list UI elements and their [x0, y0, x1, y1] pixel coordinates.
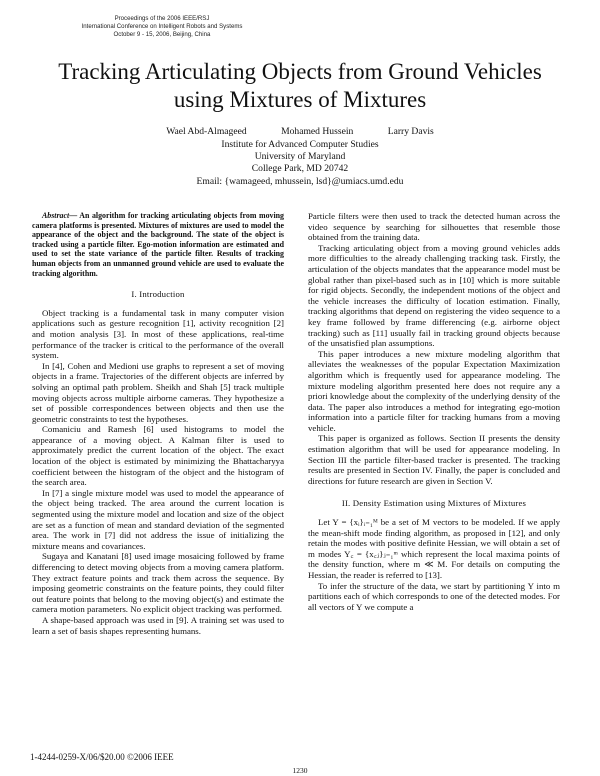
- paragraph: Comaniciu and Ramesh [6] used histograms to model the appearance of a moving object. A Kalman filter is used to approximately predict the current location of the object. The exact location of the object is estimated by minimizing the Bhattacharyya coefficient between the histogram of the object and the histogram of the search area.: [32, 424, 284, 488]
- paragraph: Particle filters were then used to track the detected human across the video sequence by searching for silhouettes that resemble those obtained from the training data.: [308, 211, 560, 243]
- page-number: 1230: [292, 766, 308, 775]
- paragraph: This paper introduces a new mixture modeling algorithm that alleviates the weaknesses of the popular Expectation Maximization algorithm which is frequently used for appearance modeling. The mixture modeling algorithm presented here does not require any a priori knowledge about the complexity of the underlying density of the data. The paper also introduces a method for integrating ego-motion information into a particle filter for tracking humans from a moving vehicle.: [308, 348, 560, 433]
- section-heading-density-estimation: II. Density Estimation using Mixtures of Mixtures: [341, 498, 527, 509]
- email: Email: {wamageed, mhussein, lsd}@umiacs.umd.edu: [196, 175, 404, 187]
- copyright-notice: 1-4244-0259-X/06/$20.00 ©2006 IEEE: [30, 752, 174, 762]
- title-line-2: using Mixtures of Mixtures: [173, 87, 427, 112]
- author-name: Larry Davis: [387, 126, 434, 137]
- paragraph: A shape-based approach was used in [9]. A training set was used to learn a set of basis shapes representing humans.: [32, 614, 284, 636]
- proceedings-line-2: International Conference on Intelligent Robots and Systems: [81, 23, 243, 31]
- proceedings-line-3: October 9 - 15, 2006, Beijing, China: [113, 31, 211, 39]
- section-heading-introduction: I. Introduction: [131, 289, 185, 300]
- university: University of Maryland: [254, 151, 346, 163]
- abstract-label: Abstract: [42, 211, 70, 220]
- proceedings-header: [66, 15, 258, 40]
- paragraph: Tracking articulating object from a moving ground vehicles adds more difficulties to the already challenging tracking task. Firstly, the articulation of the objects mandates that the appearance model must be global rather than pixel-based such as in [10] which is more suitable for rigid objects. Secondly, the independent motions of the object and the vehicle increases the difficulty of location estimation. Finally, tracking algorithms that depend on registering the video sequence to a key frame followed by frame differencing (e.g. airborne object tracking) such as [11] usually fail in tracking ground objects because of the unsatisfied plan assumptions.: [308, 242, 560, 349]
- right-column: [308, 211, 560, 612]
- institute: Institute for Advanced Computer Studies: [221, 139, 379, 150]
- left-column: [32, 211, 284, 636]
- abstract-text: — An algorithm for tracking articulating objects from moving camera platforms is presented. Mixtures of mixtures are used to model the appearance of the object and the background. The state of the object is tracked using a particle filter. Ego-motion information are estimated and used to set the state variance of the particle filter. Results of tracking human objects from an unmanned ground vehicle are used to evaluate the tracking algorithm.: [32, 211, 284, 278]
- author-name: Mohamed Hussein: [281, 126, 354, 137]
- paper-title: [20, 58, 580, 114]
- author-name: Wael Abd-Almageed: [166, 126, 247, 137]
- paragraph: This paper is organized as follows. Section II presents the density estimation algorithm that will be used for appearance modeling. In Section III the particle filter-based tracker is presented. The tracking results are presented in Section IV. Finally, the paper is concluded and directions for future research are given in Section V.: [308, 433, 560, 486]
- author-list: [0, 126, 600, 137]
- paragraph: Let Y = {xᵢ}ᵢ₌₁ᴹ be a set of M vectors to be modeled. If we apply the mean-shift mode finding algorithm, as proposed in [12], and only retain the modes with positive definite Hessian, we will obtain a set of m modes Y꜀ = {x꜀ⱼ}ⱼ₌₁ᵐ which represent the local maxima points of the density function, where m ≪ M. For details on computing the Hessian, the reader is referred to [13].: [308, 517, 560, 580]
- paragraph: To infer the structure of the data, we start by partitioning Y into m partitions each of which corresponds to one of the detected modes. For all vectors of Y we compute a: [308, 580, 560, 612]
- affiliation: [0, 139, 600, 188]
- paragraph: In [7] a single mixture model was used to model the appearance of the object being tracked. The area around the current location is segmented using the mixture model and location and size of the object are set as a function of mean and standard deviation of the segmented area. The work in [7] did not address the issue of initializing the mixture means and covariances.: [32, 487, 284, 551]
- abstract: [32, 211, 284, 278]
- paragraph: Object tracking is a fundamental task in many computer vision applications such as gesture recognition [1], activity recognition [2] and motion analysis [3]. In most of these applications, real-time performance of the tracker is critical to the performance of the overall system.: [32, 307, 284, 361]
- proceedings-line-1: Proceedings of the 2006 IEEE/RSJ: [114, 15, 210, 22]
- paragraph: In [4], Cohen and Medioni use graphs to represent a set of moving objects in a frame. Trajectories of the different objects are inferred by solving an optimal path problem. Sheikh and Shah [5] track multiple moving objects across multiple airborne cameras. They hypothesize a set of possible correspondences between objects and then use the geometric constraints to test the hypotheses.: [32, 360, 284, 424]
- city: College Park, MD 20742: [251, 163, 349, 175]
- paragraph: Sugaya and Kanatani [8] used image mosaicing followed by frame differencing to detect moving objects from a moving camera platform. They extract feature points and track them across the sequence. By imposing geometric constraints on the feature points, they could filter out feature points that belong to the moving object(s) and estimate the camera motion parameters. No explicit object tracking was performed.: [32, 551, 284, 615]
- title-line-1: Tracking Articulating Objects from Ground Vehicles: [58, 59, 542, 84]
